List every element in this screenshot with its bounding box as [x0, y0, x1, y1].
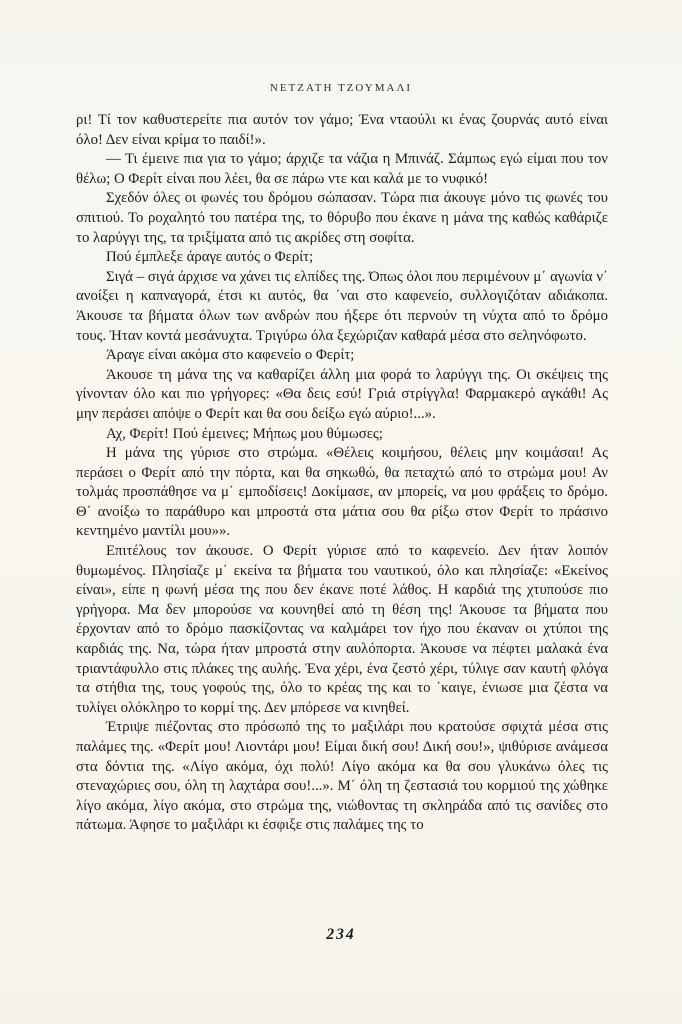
body-text: [76, 111, 608, 836]
paragraph: Άραγε είναι ακόμα στο καφενείο ο Φερίτ;: [106, 347, 355, 364]
paragraph: Πού έμπλεξε άραγε αυτός ο Φερίτ;: [106, 249, 314, 266]
paragraph: Άκουσε τη μάνα της να καθαρίζει άλλη μια φορά το λαρύγγι της. Οι σκέψεις της γίνονταν όλο και πιο γρήγορες: «Θα δεις εσύ! Γριά στρίγγλα! Φαρμακερό αγκάθι! Ας μην περάσει απόψε ο Φερίτ και θα σου δείξω εγώ αύριο!...».: [76, 366, 608, 422]
paragraph: Αχ, Φερίτ! Πού έμεινες; Μήπως μου θύμωσες;: [106, 425, 383, 442]
paragraph: Σιγά – σιγά άρχισε να χάνει τις ελπίδες της. Όπως όλοι που περιμένουν μ΄ αγωνία ν΄ ανοίξει η καπναγορά, έτσι κι αυτός, θα ΄ναι στο καφενείο, συλλογιζόταν αδιάκοπα. Άκουσε τα βήματα όλων των ανδρών που ήξερε ότι περνούν τη νύχτα από το δρόμο τους. Ήταν κοντά μεσάνυχτα. Τριγύρω όλα ξεχώριζαν καθαρά μέσα στο σεληνόφωτο.: [76, 268, 608, 344]
paragraph: Η μάνα της γύρισε στο στρώμα. «Θέλεις κοιμήσου, θέλεις μην κοιμάσαι! Ας περάσει ο Φερίτ από την πόρτα, και θα σηκωθώ, θα πεταχτώ από το στρώμα μου! Αν τολμάς προσπάθησε να μ΄ εμποδίσεις! Δοκίμασε, αν μπορείς, να μου φράξεις το δρόμο. Θ΄ ανοίξω το παράθυρο και μπροστά στα μάτια σου θα ρίξω στον Φερίτ το πράσινο κεντημένο μαντίλι μου»».: [76, 445, 608, 540]
paragraph: ρι! Τί τον καθυστερείτε πια αυτόν τον γάμο; Ένα νταούλι κι ένας ζουρνάς αυτό είναι όλο! Δεν είναι κρίμα το παιδί!».: [76, 112, 608, 148]
paragraph: Έτριψε πιέζοντας στο πρόσωπό της το μαξιλάρι που κρατούσε σφιχτά μέσα στις παλάμες της. «Φερίτ μου! Λιοντάρι μου! Είμαι δική σου! Δική σου!», ψιθύρισε ανάμεσα στα δόντια της. «Λίγο ακόμα, όχι πολύ! Λίγο ακόμα κα θα σου γλυκάνω όλες τις στεναχώριες σου, όλη τη λαχτάρα σου!...». Μ΄ όλη τη ζεστασιά του κορμιού της χώθηκε λίγο ακόμα, λίγο ακόμα, στο στρώμα της, νιώθοντας τη σκληράδα από τις σανίδες στο πάτωμα. Άφησε το μαξιλάρι κι έσφιξε στις παλάμες της το: [76, 719, 608, 834]
paragraph: Επιτέλους τον άκουσε. Ο Φερίτ γύρισε από το καφενείο. Δεν ήταν λοιπόν θυμωμένος. Πλησίαζε μ΄ εκείνα τα βήματα του ναυτικού, όλο και πλησίαζε: «Εκείνος είναι», είπε η φωνή μέσα της που δεν έκανε ποτέ λάθος. Η καρδιά της χτυπούσε πιο γρήγορα. Μα δεν μπορούσε να κουνηθεί από τη θέση της! Άκουσε τα βήματα που έρχονταν από το δρόμο πασκίζοντας να καλμάρει τον ήχο που έκαναν οι χτύποι της καρδιάς της. Να, τώρα ήταν μπροστά στην αυλόπορτα. Άκουσε να πέφτει μαλακά ένα τριαντάφυλλο στις πλάκες της αυλής. Ένα χέρι, ένα ζεστό χέρι, τύλιγε σαν καυτή φλόγα τα στήθια της, τους γοφούς της, όλο το κρέας της και το ΄καιγε, ένιωσε μια ζέστα να τυλίγει ολόκληρο το κορμί της. Δεν μπόρεσε να κινηθεί.: [76, 543, 608, 716]
paragraph: — Τι έμεινε πια για το γάμο; άρχιζε τα νάζια η Μπινάζ. Σάμπως εγώ είμαι που τον θέλω; Ο Φερίτ είναι που λέει, θα σε πάρω ντε και καλά με το νυφικό!: [76, 151, 608, 187]
paragraph: Σχεδόν όλες οι φωνές του δρόμου σώπασαν. Τώρα πια άκουγε μόνο τις φωνές του σπιτιού. Το ροχαλητό του πατέρα της, το θόρυβο που έκανε η μάνα της καθώς καθάριζε το λαρύγγι της, τα τριξίματα από τις ακρίδες στη σοφίτα.: [76, 190, 608, 246]
page-number: 234: [326, 926, 356, 943]
running-header: ΝΕΤΖΑΤΗ ΤΖΟΥΜΑΛΙ: [269, 82, 413, 94]
